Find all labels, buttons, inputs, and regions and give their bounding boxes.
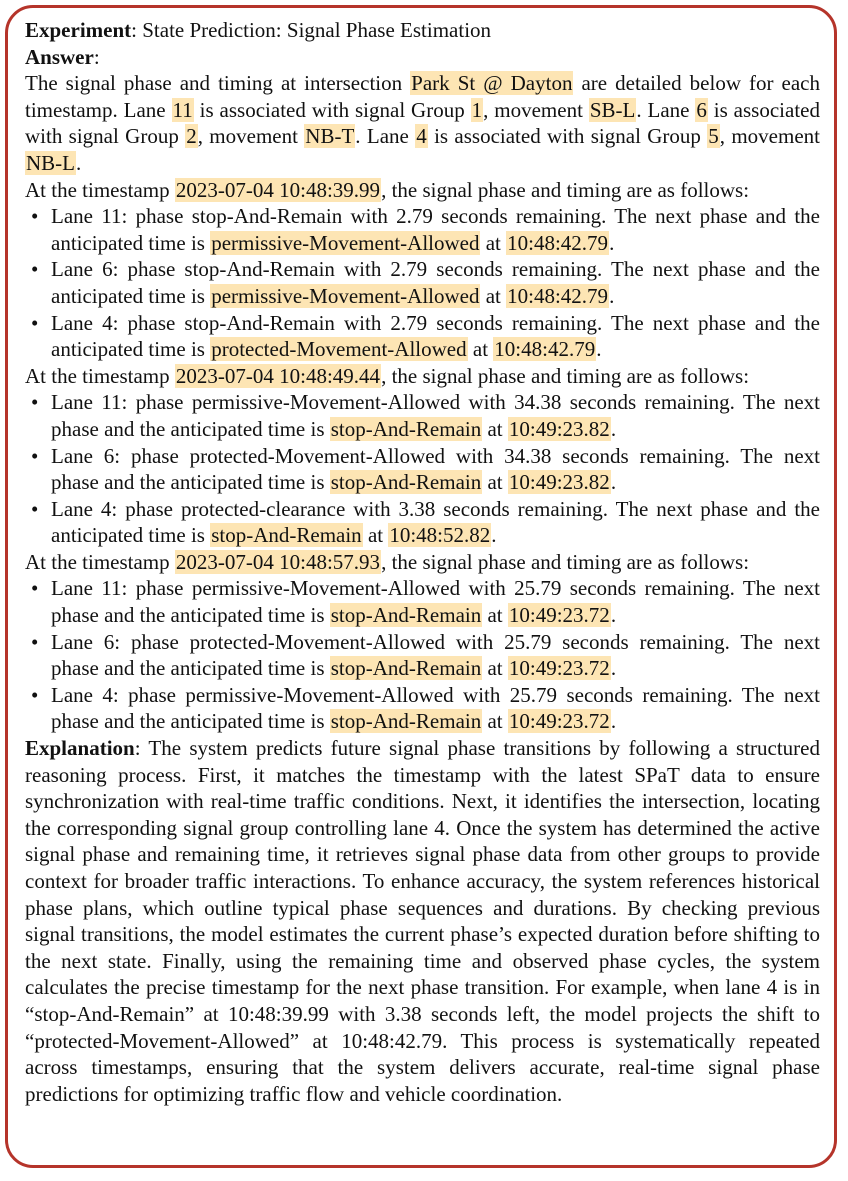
timestamp-heading: At the timestamp 2023-07-04 10:48:39.99, the signal phase and timing are as follows: (25, 177, 750, 202)
lane-list (25, 389, 820, 549)
group-id: 5 (708, 124, 719, 149)
list-item: • Lane 4: phase stop-And-Remain with 2.79 seconds remaining. The next phase and the anticipated time is protected-Movement-Allowed at 10:48:42.79. (25, 310, 820, 363)
lane-id: 6 (696, 97, 707, 122)
list-item: • Lane 6: phase protected-Movement-Allowed with 34.38 seconds remaining. The next phase and the anticipated time is stop-And-Remain at 10:49:23.82. (25, 443, 820, 496)
next-phase: stop-And-Remain (330, 709, 482, 734)
intersection-name: Park St @ Dayton (411, 71, 573, 96)
experiment-title: State Prediction: Signal Phase Estimation (142, 18, 492, 42)
intro-paragraph: The signal phase and timing at intersection Park St @ Dayton are detailed below for each timestamp. Lane 11 is associated with signal Group 1, movement SB-L. Lane 6 is associated with signal Group 2, movement NB-T. Lane 4 is associated with signal Group 5, movement NB-L. (25, 71, 821, 175)
timestamp-value: 2023-07-04 10:48:49.44 (175, 363, 381, 388)
timestamp-heading: At the timestamp 2023-07-04 10:48:49.44, the signal phase and timing are as follows: (25, 363, 750, 388)
experiment-line: Experiment: State Prediction: Signal Phase Estimation (25, 18, 492, 42)
document-content (25, 17, 820, 1107)
group-id: 2 (186, 124, 197, 149)
next-time: 10:49:23.72 (508, 709, 610, 734)
timestamp-value: 2023-07-04 10:48:39.99 (175, 177, 381, 202)
timestamp-heading: At the timestamp 2023-07-04 10:48:57.93, the signal phase and timing are as follows: (25, 549, 750, 574)
next-phase: stop-And-Remain (211, 523, 362, 548)
next-phase: stop-And-Remain (330, 470, 482, 495)
list-item: • Lane 6: phase protected-Movement-Allowed with 25.79 seconds remaining. The next phase and the anticipated time is stop-And-Remain at 10:49:23.72. (25, 629, 820, 682)
list-item: • Lane 11: phase permissive-Movement-Allowed with 25.79 seconds remaining. The next phase and the anticipated time is stop-And-Remain at 10:49:23.72. (25, 575, 820, 628)
experiment-label: Experiment (25, 18, 132, 42)
lane-id: 4 (416, 124, 427, 149)
next-phase: stop-And-Remain (330, 416, 482, 441)
answer-line: Answer: (25, 44, 100, 69)
next-time: 10:48:42.79 (494, 337, 596, 362)
next-phase: stop-And-Remain (330, 603, 482, 628)
movement-id: NB-T (305, 124, 355, 149)
list-item: • Lane 4: phase protected-clearance with 3.38 seconds remaining. The next phase and the anticipated time is stop-And-Remain at 10:48:52.82. (25, 496, 820, 549)
next-phase: protected-Movement-Allowed (211, 337, 467, 362)
next-time: 10:48:42.79 (507, 230, 609, 255)
timestamp-value: 2023-07-04 10:48:57.93 (175, 549, 381, 574)
lane-list (25, 203, 820, 363)
explanation-text: : The system predicts future signal phase transitions by following a structured reasoning process. First, it matches the timestamp with the latest SPaT data to ensure synchronization with real-time traffic conditions. Next, it identifies the intersection, locating the corresponding signal group controlling lane 4. Once the system has determined the active signal phase and remaining time, it retrieves signal phase data from other groups to provide context for broader traffic interactions. To enhance accuracy, the system references historical phase plans, which outline typical phase sequences and durations. By checking previous signal transitions, the model estimates the current phase’s expected duration before shifting to the next state. Finally, using the remaining time and observed phase cycles, the system calculates the precise timestamp for the next phase transition. For example, when lane 4 is in “stop-And-Remain” at 10:48:39.99 with 3.38 seconds left, the model projects the shift to “protected-Movement-Allowed” at 10:48:42.79. This process is systematically repeated across timestamps, ensuring that the system delivers accurate, real-time signal phase predictions for optimizing traffic flow and vehicle coordination. (25, 736, 820, 1106)
explanation-paragraph (25, 735, 820, 1107)
next-time: 10:49:23.72 (508, 656, 610, 681)
next-phase: permissive-Movement-Allowed (211, 283, 480, 308)
list-item: • Lane 4: phase permissive-Movement-Allowed with 25.79 seconds remaining. The next phase and the anticipated time is stop-And-Remain at 10:49:23.72. (25, 682, 820, 735)
list-item: • Lane 6: phase stop-And-Remain with 2.79 seconds remaining. The next phase and the anticipated time is permissive-Movement-Allowed at 10:48:42.79. (25, 256, 820, 309)
next-phase: permissive-Movement-Allowed (211, 230, 480, 255)
next-time: 10:49:23.82 (508, 470, 610, 495)
group-id: 1 (471, 97, 483, 122)
movement-id: NB-L (26, 150, 75, 175)
next-time: 10:48:42.79 (507, 283, 609, 308)
explanation-label: Explanation (25, 736, 135, 761)
movement-id: SB-L (589, 97, 636, 122)
list-item: • Lane 11: phase permissive-Movement-Allowed with 34.38 seconds remaining. The next phase and the anticipated time is stop-And-Remain at 10:49:23.82. (25, 389, 820, 442)
next-time: 10:49:23.82 (508, 416, 610, 441)
next-time: 10:49:23.72 (508, 603, 610, 628)
lane-list (25, 575, 820, 735)
answer-label: Answer (25, 44, 94, 69)
next-time: 10:48:52.82 (389, 523, 491, 548)
list-item: • Lane 11: phase stop-And-Remain with 2.79 seconds remaining. The next phase and the anticipated time is permissive-Movement-Allowed at 10:48:42.79. (25, 203, 820, 256)
next-phase: stop-And-Remain (330, 656, 482, 681)
lane-id: 11 (172, 97, 193, 122)
